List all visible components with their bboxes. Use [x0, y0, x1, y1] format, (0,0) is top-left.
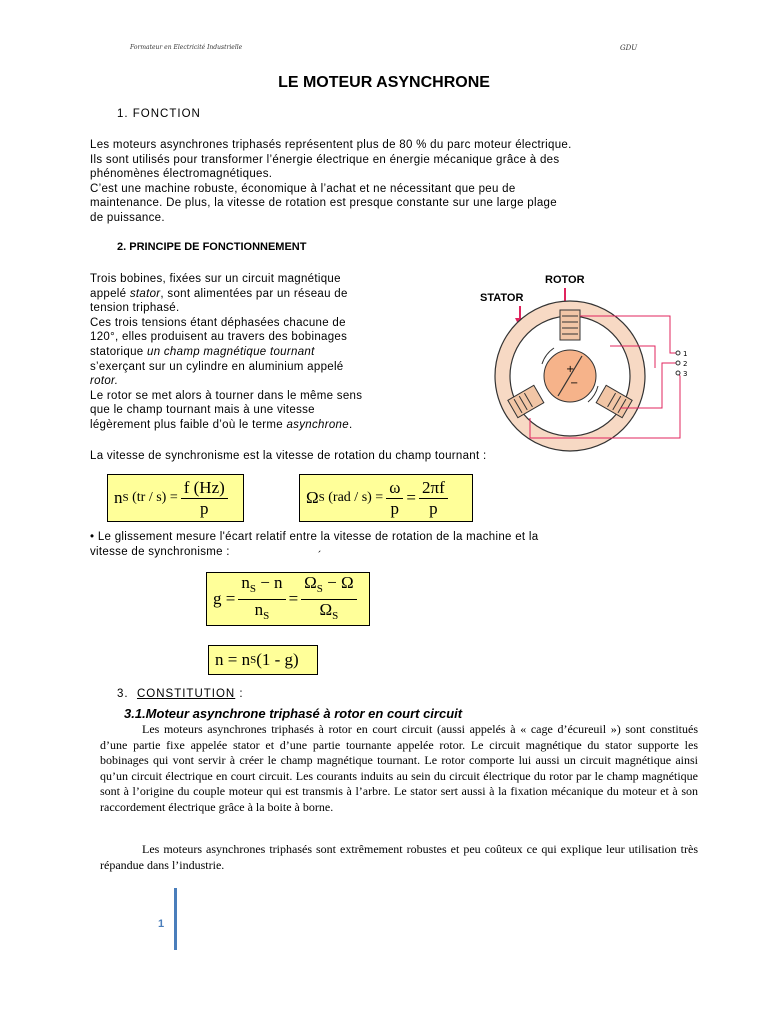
sync-sentence: La vitesse de synchronisme est la vitesse de rotation du champ tournant : [90, 450, 487, 462]
formula-sync-speed: n S (tr / s) = $\frac{f (Hz)}{p}$ [107, 474, 244, 522]
slip-line: vitesse de synchronisme : [90, 545, 230, 558]
terminal-label: 1 [683, 350, 688, 358]
slip-line: • Le glissement mesure l'écart relatif entre la vitesse de rotation de la machine et la [90, 531, 539, 543]
section1-line: maintenance. De plus, la vitesse de rotation est presque constante sur une large plage [90, 197, 557, 210]
formula-angular-speed: Ω S (rad / s) = $\frac{\omega}{p}$ = $\frac{2\pi f}{p}$ [299, 474, 473, 522]
section2-line: Ces trois tensions étant déphasées chacune de [90, 316, 346, 329]
section3-paragraph-1: Les moteurs asynchrones triphasés à rotor en court circuit (aussi appelés à « cage d’écureuil ») sont constitués d’une partie fixe appelée stator et d’une partie tournante appelée rotor. Le circuit magnétique du stator supporte les bobinages qui vont servir à créer le champ magnétique tournant. Le rotor comporte lui aussi un circuit magnétique ainsi qu’un circuit électrique en court circuit. Les courants induits au sein du circuit électrique du rotor par le champ magnétique sont à l’origine du couple moteur qui est transmis à l’arbre. Le stator sert aussi à la fixation mécanique du moteur et à son raccordement électrique grâce à la boite à borne. [100, 722, 698, 814]
stator-label: STATOR [480, 292, 524, 304]
header-left: Formateur en Electricité Industrielle [130, 44, 243, 51]
terminal-label: 2 [683, 360, 688, 368]
section2-line: appelé stator, sont alimentées par un réseau de [90, 287, 348, 300]
section2-line: 120°, elles produisent au travers des bobinages [90, 331, 348, 344]
section2-line: Le rotor se met alors à tourner dans le même sens [90, 389, 363, 402]
section1-heading: 1. FONCTION [117, 108, 201, 120]
section1-line: de puissance. [90, 211, 165, 224]
page-title: LE MOTEUR ASYNCHRONE [278, 74, 490, 91]
section2-line: que le champ tournant mais à une vitesse [90, 404, 315, 417]
page-accent-bar [174, 888, 177, 950]
page-number: 1 [158, 918, 165, 930]
section1-line: phénomènes électromagnétiques. [90, 168, 273, 181]
svg-text:−: − [570, 378, 579, 389]
section2-line: rotor. [90, 375, 119, 388]
section1-text [90, 138, 710, 226]
section2-heading: 2. PRINCIPE DE FONCTIONNEMENT [117, 241, 307, 253]
section1-line: Ils sont utilisés pour transformer l’énergie électrique en énergie mécanique grâce à des [90, 153, 560, 166]
section2-line: tension triphasé. [90, 302, 180, 315]
section2-text [90, 272, 430, 433]
section1-line: Les moteurs asynchrones triphasés représentent plus de 80 % du parc moteur électrique. [90, 139, 572, 151]
stray-mark: ´ [318, 550, 322, 562]
asynchronous-term: asynchrone [286, 418, 349, 431]
svg-text:+: + [566, 364, 575, 375]
terminal-label: 3 [683, 370, 688, 378]
section2-line: statorique un champ magnétique tournant [90, 345, 315, 358]
rotor-label: ROTOR [545, 274, 585, 286]
stator-term: stator [129, 287, 161, 300]
section3-paragraph-2: Les moteurs asynchrones triphasés sont extrêmement robustes et peu coûteux ce qui explique leur utilisation très répandue dans l’industrie. [100, 842, 698, 872]
motor-diagram [470, 268, 710, 468]
section1-line: C’est une machine robuste, économique à l’achat et ne nécessitant que peu de [90, 182, 516, 195]
section2-line: légèrement plus faible d’où le terme asynchrone. [90, 418, 353, 431]
slip-sentence [90, 530, 710, 559]
section2-line: Trois bobines, fixées sur un circuit magnétique [90, 273, 341, 285]
header-right: GDU [620, 44, 638, 52]
section3-1-heading: 3.1.Moteur asynchrone triphasé à rotor en court circuit [124, 706, 463, 721]
section2-line: s’exerçant sur un cylindre en aluminium appelé [90, 360, 344, 373]
section3-heading: 3. CONSTITUTION : [117, 688, 244, 700]
rotating-field-term: un champ magnétique tournant [147, 345, 315, 358]
formula-slip: g = $\frac{n_S - n}{n_S}$ = $\frac{\Omega_S - \Omega}{\Omega_S}$ [206, 572, 370, 626]
formula-rotor-speed: n = n S (1 - g) [208, 645, 318, 675]
